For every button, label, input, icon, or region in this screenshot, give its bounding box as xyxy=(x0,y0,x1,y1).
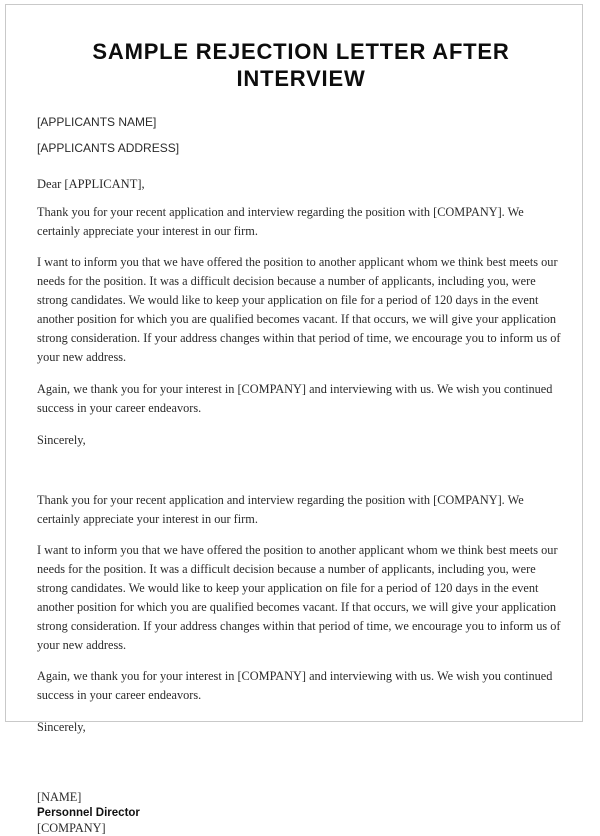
body-paragraph: Thank you for your recent application and interview regarding the position with [COMPANY]. We certainly appreciate your interest in our firm. xyxy=(37,205,524,238)
body-paragraph: I want to inform you that we have offered the position to another applicant whom we think best meets our needs for the position. It was a difficult decision because a number of applicants, including you, were strong candidates. We would like to keep your application on file for a period of 120 days in the event another position for which you are qualified becomes vacant. If that occurs, we will give your application strong consideration. If your address changes within that period of time, we encourage you to inform us of your new address. xyxy=(37,255,561,365)
salutation-line: Dear [APPLICANT], xyxy=(37,177,145,191)
document-content xyxy=(37,0,565,836)
signature-block xyxy=(37,790,565,836)
page-title: SAMPLE REJECTION LETTER AFTER INTERVIEW xyxy=(92,39,510,91)
body-paragraph: Thank you for your recent application and interview regarding the position with [COMPANY]. We certainly appreciate your interest in our firm. xyxy=(37,492,524,526)
block-separator xyxy=(37,450,565,480)
body-paragraph: I want to inform you that we have offered the position to another applicant whom we think best meets our needs for the position. It was a difficult decision because a number of applicants, including you, were strong candidates. We would like to keep your application on file for a period of 120 days in the event another position for which you are qualified becomes vacant. If that occurs, we will give your application strong consideration. If your address changes within that period of time, we encourage you to inform us of your new address. xyxy=(37,542,561,652)
signature-company-placeholder: [COMPANY] xyxy=(37,821,106,836)
signature-role: Personnel Director xyxy=(37,807,140,820)
signature-name-placeholder: [NAME] xyxy=(37,790,82,805)
letter-body-second xyxy=(37,491,565,738)
letter-body-first xyxy=(37,203,565,450)
body-paragraph: Again, we thank you for your interest in [COMPANY] and interviewing with us. We wish you continued success in your career endeavors. xyxy=(37,381,553,415)
closing-line: Sincerely, xyxy=(37,432,86,447)
recipient-address-block xyxy=(37,114,565,156)
applicant-name-placeholder: [APPLICANTS NAME] xyxy=(37,115,157,129)
closing-line: Sincerely, xyxy=(37,720,86,735)
applicant-address-placeholder: [APPLICANTS ADDRESS] xyxy=(37,141,180,155)
body-paragraph: Again, we thank you for your interest in [COMPANY] and interviewing with us. We wish you continued success in your career endeavors. xyxy=(37,669,553,703)
